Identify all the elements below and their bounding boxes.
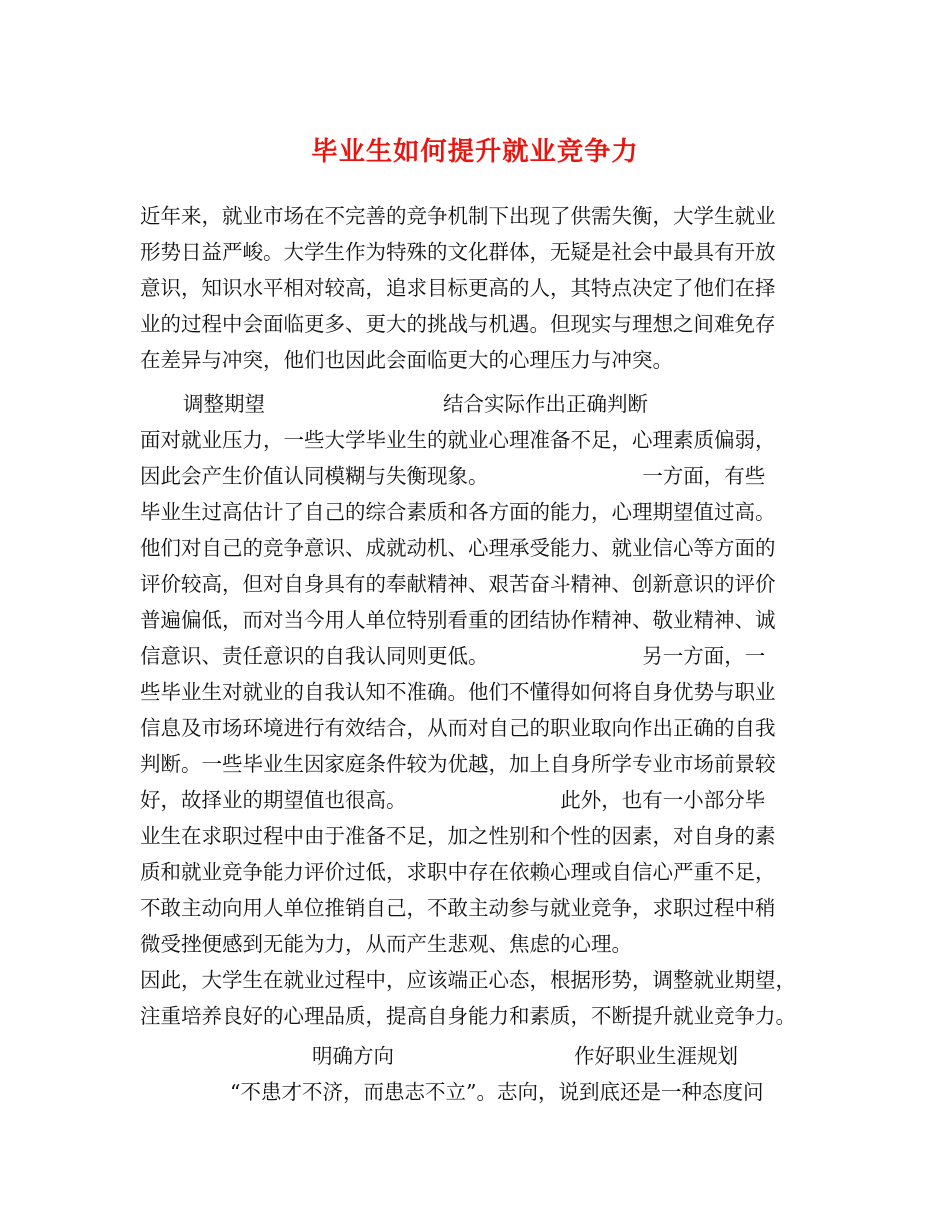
- paragraph-line: 在差异与冲突，他们也因此会面临更大的心理压力与冲突。: [140, 348, 673, 372]
- paragraph-line: 些毕业生对就业的自我认知不准确。他们不懂得如何将自身优势与职业: [140, 680, 776, 704]
- paragraph-line: 信意识、责任意识的自我认同则更低。 另一方面，一: [140, 644, 766, 668]
- document-title: 毕业生如何提升就业竞争力: [311, 136, 639, 167]
- section-heading-adjust-expectations: 调整期望: [183, 392, 265, 416]
- paragraph-line: 业生在求职过程中由于准备不足，加之性别和个性的因素，对自身的素: [140, 824, 776, 848]
- paragraph-line: 判断。一些毕业生因家庭条件较为优越，加上自身所学专业市场前景较: [140, 752, 776, 776]
- paragraph-line: 好，故择业的期望值也很高。 此外，也有一小部分毕: [140, 788, 766, 812]
- paragraph-line: 评价较高，但对自身具有的奉献精神、艰苦奋斗精神、创新意识的评价: [140, 572, 776, 596]
- paragraph-line: 信息及市场环境进行有效结合，从而对自己的职业取向作出正确的自我: [140, 716, 776, 740]
- paragraph-line: “不患才不济，而患志不立”。志向，说到底还是一种态度问: [230, 1080, 764, 1104]
- paragraph-line: 他们对自己的竞争意识、成就动机、心理承受能力、就业信心等方面的: [140, 536, 776, 560]
- paragraph-line: 毕业生过高估计了自己的综合素质和各方面的能力，心理期望值过高。: [140, 500, 776, 524]
- paragraph-line: 形势日益严峻。大学生作为特殊的文化群体，无疑是社会中最具有开放: [140, 240, 776, 264]
- paragraph-line: 面对就业压力，一些大学毕业生的就业心理准备不足，心理素质偏弱，: [140, 428, 776, 452]
- paragraph-line: 因此会产生价值认同模糊与失衡现象。 一方面，有些: [140, 464, 766, 488]
- paragraph-line: 业的过程中会面临更多、更大的挑战与机遇。但现实与理想之间难免存: [140, 312, 776, 336]
- section-heading-clear-direction: 明确方向: [312, 1044, 394, 1068]
- paragraph-line: 质和就业竞争能力评价过低，求职中存在依赖心理或自信心严重不足，: [140, 860, 776, 884]
- paragraph-line: 意识，知识水平相对较高，追求目标更高的人，其特点决定了他们在择: [140, 276, 776, 300]
- section-heading-career-planning: 作好职业生涯规划: [574, 1044, 738, 1068]
- paragraph-line: 因此，大学生在就业过程中，应该端正心态，根据形势，调整就业期望，: [140, 968, 796, 992]
- paragraph-line: 近年来，就业市场在不完善的竞争机制下出现了供需失衡，大学生就业: [140, 204, 776, 228]
- paragraph-line: 普遍偏低，而对当今用人单位特别看重的团结协作精神、敬业精神、诚: [140, 608, 776, 632]
- section-heading-correct-judgment: 结合实际作出正确判断: [443, 392, 648, 416]
- paragraph-line: 注重培养良好的心理品质，提高自身能力和素质，不断提升就业竞争力。: [140, 1004, 796, 1028]
- paragraph-line: 不敢主动向用人单位推销自己，不敢主动参与就业竞争，求职过程中稍: [140, 896, 776, 920]
- paragraph-line: 微受挫便感到无能为力，从而产生悲观、焦虑的心理。: [140, 932, 632, 956]
